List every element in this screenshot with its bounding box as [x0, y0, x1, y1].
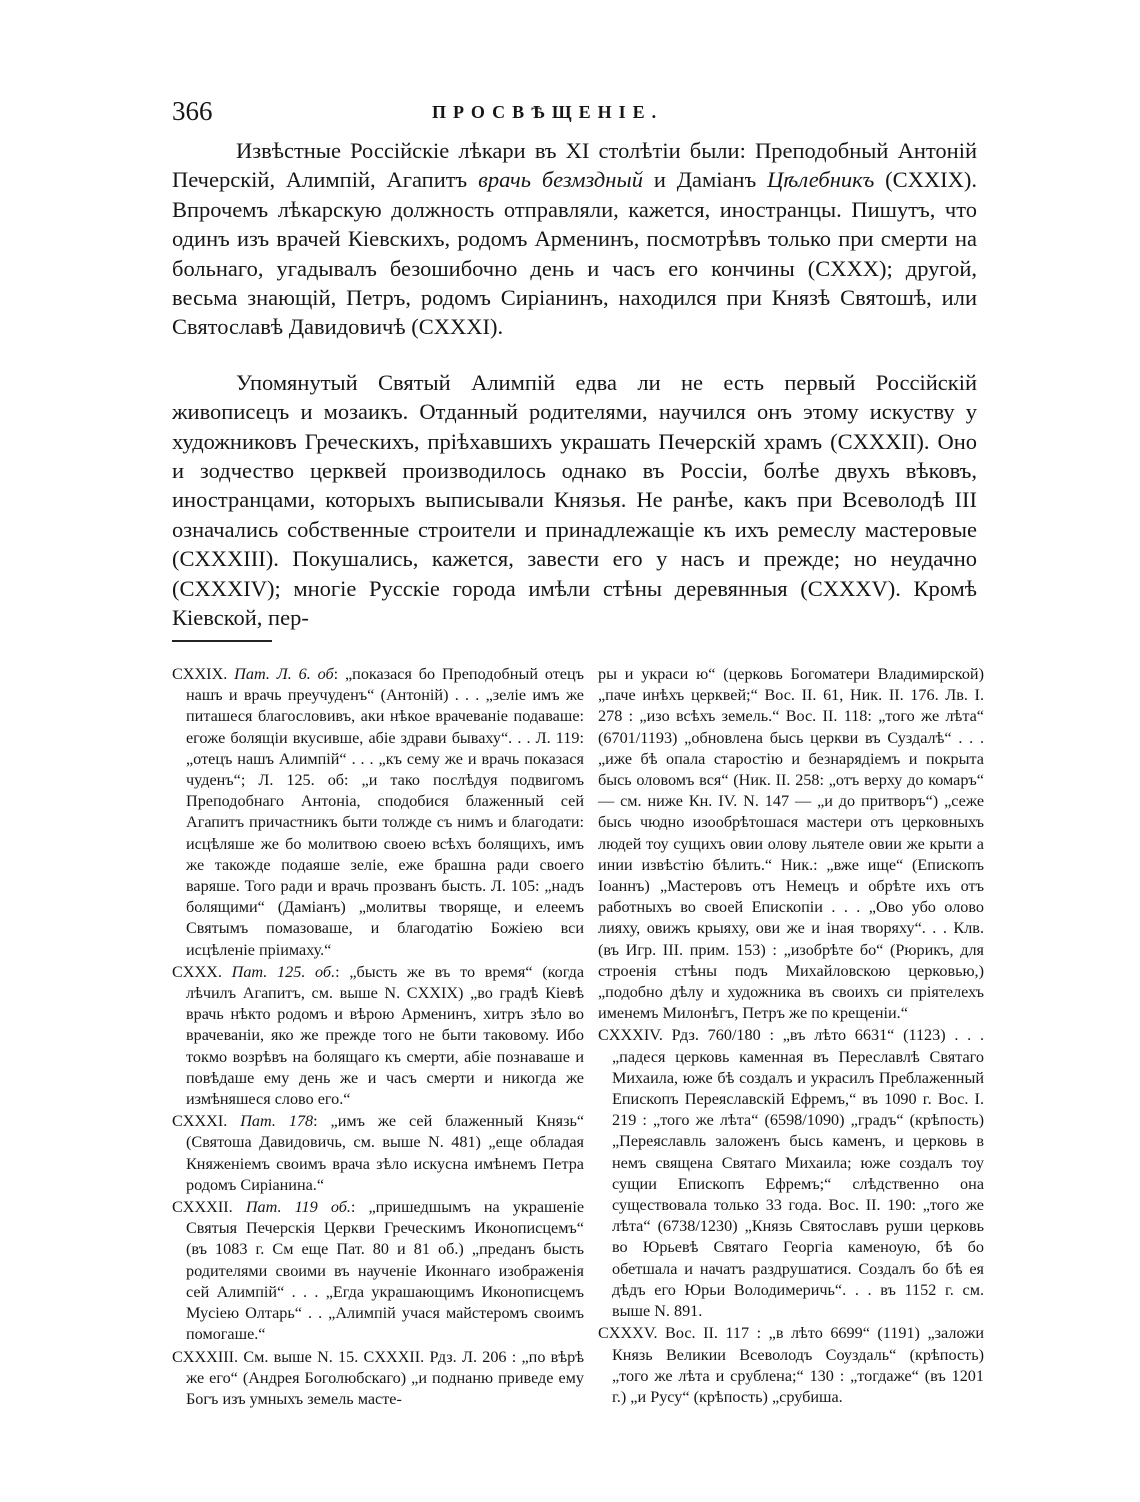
paragraph-physicians: [172, 136, 977, 342]
footnote-source: Пат. 178: [240, 1112, 314, 1131]
footnote-text: : „пришедшымъ на украшенiе Святыя Печерскiя Церкви Греческимъ Иконописцемъ“ (въ 1083 г. См еще Пат. 80 и 81 об.) „преданъ бысть родителями своими въ наученiе Иконнаго изображенiя сей Алимпiй“ . . . „Егда украшающимъ Иконописцемъ Мусiею Олтарь“ . . „Алимпiй учася майстеромъ своимъ помогаше.“: [186, 1198, 585, 1344]
italic-phrase: Цѣлебникъ: [767, 167, 875, 193]
footnote-source: Пат. 125. об.: [231, 962, 336, 981]
page-header: [172, 96, 982, 136]
footnote-133-continued: ры и украси ю“ (церковь Богоматери Владимирской) „паче инѣхъ церквей;“ Вос. II. 61, Ник. II. 176. Лв. I. 278 : „изо всѣхъ земель.“ Вос. II. 118: „того же лѣта“ (6701/1193) „обновлена бысь церкви въ Суздалѣ“ . . . „иже бѣ опала старостiю и безнарядiемъ и покрыта бысь оловомъ вся“ (Ник. II. 258: „отъ верху до комаръ“ — см. ниже Кн. IV. N. 147 — „и до притворъ“) „сеже бысь чюдно изообрѣтошася мастери отъ церковныхъ людей тоу сущихъ овии олову льятеле овии же крыти а инии извѣстiю бѣлить.“ Ник.: „вже ище“ (Епископъ Iоаннъ) „Мастеровъ отъ Немецъ и обрѣте ихъ отъ работныхъ во своей Епископiи . . . „Ово убо олово лияху, овижъ крыяху, ови же и iная творяху“. . . Клв. (въ Игр. III. прим. 153) : „изобрѣте бо“ (Рюрикъ, для строенiя стѣны подъ Михайловскою церковью,) „подобно дѣлу и художника въ своихъ си прiятелехъ именемъ Милонѣгъ, Петръ же по крещенiи.“: [598, 665, 984, 1023]
footnote-divider: [172, 640, 272, 642]
paragraph-painters: Упомянутый Святый Алимпiй едва ли не есть первый Россiйскiй живописецъ и мозаикъ. Отданный родителями, научился онъ этому искуству у художниковъ Греческихъ, прiѣхавшихъ украшать Печерскiй храмъ (CXXXII). Оно и зодчество церквей производилось однако въ Россiи, болѣе двухъ вѣковъ, иностранцами, которыхъ выписывали Князья. Не ранѣе, какъ при Всеволодѣ III означались собственные строители и принадлежащiе къ ихъ ремеслу мастеровые (CXXXIII). Покушались, кажется, завести его у насъ и прежде; но неудачно (CXXXIV); многiе Русскiе города имѣли стѣны деревянныя (CXXXV). Кромѣ Кiевской, пер-: [172, 369, 977, 631]
footnote-text: : „показася бо Преподобный отецъ нашъ и врачь преучуденъ“ (Антонiй) . . . „зелiе имъ же питашеся благословивъ, аки нѣкое врачеванiе подаваше: егоже болящiи вкусивше, абiе здрави бываху“. . . Л. 119: „отецъ нашъ Алимпiй“ . . . „къ сему же и врачь показася чуденъ“; Л. 125. об: „и тако послѣдуя подвигомъ Преподобнаго Антонiа, сподобися блаженный сей Агапитъ причастникъ быти толжде съ нимъ и благодати: исцѣляше же бо молитвою своею всѣхъ болящихъ, имъ же такожде подаяше зелiе, еже брашна ради своего варяше. Того ради и врачь прозванъ бысть. Л. 105: „надъ болящими“ (Дамiанъ) „молитвы творяще, и елеемъ Святымъ помазоваше, и благодатiю Божiею вси исцѣленiе прiимаху.“: [186, 665, 585, 959]
running-title: ПРОСВѢЩЕНIЕ.: [432, 102, 664, 122]
footnotes-right-column: [598, 664, 984, 1409]
footnote-tag: CXXXIII.: [172, 1347, 239, 1366]
footnote-134: [598, 1025, 984, 1322]
footnote-text: Вос. II. 117 : „в лѣто 6699“ (1191) „заложи Князь Великии Всеволодъ Соуздаль“ (крѣпость) „того же лѣта и срублена;“ 130 : „тогдаже“ (въ 1201 г.) „и Русу“ (крѣпость) „срубиша.: [612, 1324, 984, 1406]
footnote-131: [172, 1111, 584, 1196]
footnote-text: См. выше N. 15. CXXXII. Рдз. Л. 206 : „по вѣрѣ же его“ (Андрея Боголюбскаго) „и поднаню приведе ему Богъ изъ умныхъ земель масте-: [186, 1347, 584, 1408]
footnote-text: Рдз. 760/180 : „въ лѣто 6631“ (1123) . . . „падеся церковь каменная въ Переславлѣ Святаго Михаила, юже бѣ создалъ и украсилъ Преблаженный Епископъ Переяславскiй Ефремъ,“ въ 1090 г. Вос. I. 219 : „того же лѣта“ (6598/1090) „градъ“ (крѣпость) „Переяславль заложенъ бысь каменъ, и церковь в немъ священа Святаго Михаила; юже создалъ тоу сущии Епископъ Ефремъ;“ слѣдственно она существовала только 33 года. Вос. II. 190: „того же лѣта“ (6738/1230) „Князь Святославъ руши церковь во Юрьевѣ Святаго Георгiа каменоую, бѣ бо обетшала и начатъ раздрушатися. Создалъ бо бѣ ея дѣдъ его Юрьи Володимеричь“. . . въ 1152 г. см. выше N. 891.: [612, 1026, 984, 1321]
footnote-text: : „бысть же въ то время“ (когда лѣчилъ Агапитъ, см. выше N. CXXIX) „во градѣ Кiевѣ врачь нѣкто родомъ и вѣрою Арменинъ, хитръ зѣло во врачеванiи, яко же прежде того не быти таковому. Ибо токмо возрѣвъ на болящаго къ смерти, абiе познаваше и повѣдаше ему день же и часъ смерти и никогда же измѣняшеся слово его.“: [186, 962, 585, 1109]
footnote-130: [172, 962, 584, 1110]
footnote-tag: CXXXIV.: [598, 1026, 663, 1045]
footnote-source: Пат. 119 об.: [245, 1198, 351, 1217]
footnote-135: [598, 1323, 984, 1408]
italic-phrase: врачь безмздный: [478, 167, 643, 193]
footnote-132: [172, 1197, 584, 1345]
footnote-133: [172, 1347, 584, 1411]
footnote-129: [172, 664, 584, 961]
paragraph-physicians-text-e: (CXXIX). Впрочемъ лѣкарскую должность отправляли, кажется, иностранцы. Пишутъ, что одинъ изъ врачей Кiевскихъ, родомъ Арменинъ, посмотрѣвъ только при смерти на больнаго, угадывалъ безошибочно день и часъ его кончины (CXXX); другой, весьма знающiй, Петръ, родомъ Сирiанинъ, находился при Князѣ Святошѣ, или Святославѣ Давидовичѣ (CXXXI).: [172, 167, 978, 340]
footnotes-left-column: [172, 664, 584, 1411]
footnote-tag: CXXX.: [172, 962, 222, 981]
page-number: 366: [172, 96, 213, 126]
footnote-tag: CXXXV.: [598, 1324, 658, 1343]
footnote-tag: CXXXI.: [172, 1112, 228, 1131]
footnote-source: Пат. Л. 6. об: [234, 665, 334, 683]
footnote-tag: CXXIX.: [172, 665, 228, 683]
main-text: [172, 136, 977, 633]
paragraph-physicians-text-a: Извѣстные Россiйскiе лѣкари въ XI столѣтiи были: Преподобный Антонiй Печерскiй, Алимпiй, Агапитъ: [172, 138, 977, 193]
footnote-tag: CXXXII.: [172, 1198, 233, 1217]
footnote-text: : „имъ же сей блаженный Князь“ (Святоша Давидовичь, см. выше N. 481) „еще обладая Княженiемъ своимъ врача зѣло искусна имѣнемъ Петра родомъ Сирiанина.“: [186, 1112, 585, 1194]
paragraph-physicians-text-c: и Дамiанъ: [642, 167, 768, 193]
